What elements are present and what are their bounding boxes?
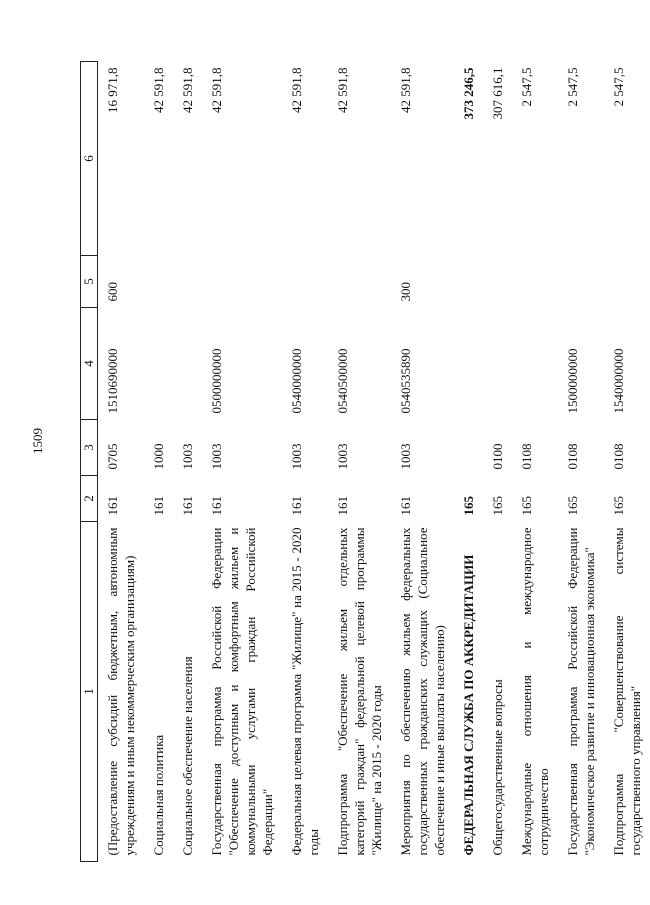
row-ministry-code: 161 <box>335 496 350 516</box>
row-ministry-code: 165 <box>490 496 505 516</box>
row-amount: 16 971,8 <box>105 67 120 113</box>
row-target-code <box>173 308 202 420</box>
row-amount: 373 246,5 <box>461 67 476 120</box>
row-amount: 2 547,5 <box>611 67 626 107</box>
row-expense-type <box>512 256 558 308</box>
row-name: Государственная программа Российской Федерации "Экономическое развитие и инновационная экономика" <box>565 527 597 856</box>
row-amount: 2 547,5 <box>565 67 580 107</box>
table-body <box>81 62 650 862</box>
row-ministry-code: 161 <box>209 496 224 516</box>
row-name: Подпрограмма "Обеспечение жильем отдельных категорий граждан" федеральной целевой программы "Жилище" на 2015 - 2020 годы <box>335 527 384 856</box>
row-expense-type <box>604 256 650 308</box>
row-section-code: 1003 <box>180 443 195 470</box>
row-ministry-code: 165 <box>519 496 534 516</box>
row-amount: 42 591,8 <box>151 67 166 113</box>
budget-table <box>80 61 650 862</box>
row-section-code: 0108 <box>519 443 534 470</box>
row-section-code: 1003 <box>398 443 413 470</box>
row-ministry-code: 161 <box>105 496 120 516</box>
row-target-code: 1510690000 <box>105 348 120 414</box>
row-amount: 42 591,8 <box>335 67 350 113</box>
row-name: Социальное обеспечение населения <box>180 656 195 856</box>
row-amount: 42 591,8 <box>209 67 224 113</box>
row-ministry-code: 165 <box>461 496 476 516</box>
row-target-code: 0500000000 <box>209 348 224 414</box>
row-expense-type <box>454 256 483 308</box>
row-name: Мероприятия по обеспечению жильем федеральных государственных гражданских служащих (Социальное обеспечение и иные выплаты населению) <box>398 527 447 856</box>
table-row <box>558 62 604 862</box>
row-amount: 42 591,8 <box>398 67 413 113</box>
row-expense-type <box>558 256 604 308</box>
table-row <box>454 62 483 862</box>
row-name: Государственная программа Российской Федерации "Обеспечение доступным и комфортным жильем и коммунальными услугами граждан Российской Федерации" <box>209 527 275 856</box>
row-target-code <box>483 308 512 420</box>
row-expense-type <box>282 256 328 308</box>
row-section-code: 0705 <box>105 443 120 470</box>
table-row <box>328 62 391 862</box>
header-col-5: 5 <box>81 256 98 308</box>
table-row <box>202 62 282 862</box>
rotated-table-container <box>80 62 643 862</box>
table-header-row <box>81 62 98 862</box>
header-col-1: 1 <box>81 522 98 862</box>
table-row <box>98 62 145 862</box>
row-expense-type <box>173 256 202 308</box>
row-section-code: 0108 <box>565 443 580 470</box>
table-row <box>173 62 202 862</box>
row-expense-type: 300 <box>398 282 413 302</box>
row-name: Общегосударственные вопросы <box>490 679 505 856</box>
row-target-code: 0540535890 <box>398 348 413 414</box>
row-target-code: 1500000000 <box>565 348 580 414</box>
table-row <box>512 62 558 862</box>
table-row <box>391 62 454 862</box>
row-ministry-code: 161 <box>151 496 166 516</box>
header-col-2: 2 <box>81 476 98 522</box>
row-target-code <box>454 308 483 420</box>
row-target-code: 1540000000 <box>611 348 626 414</box>
table-row <box>282 62 328 862</box>
row-ministry-code: 161 <box>180 496 195 516</box>
row-amount: 42 591,8 <box>289 67 304 113</box>
row-name: (Предоставление субсидий бюджетным, автономным учреждениям и иным некоммерческим организациям) <box>105 527 137 856</box>
page-number: 1509 <box>30 428 45 454</box>
row-ministry-code: 161 <box>398 496 413 516</box>
row-ministry-code: 165 <box>565 496 580 516</box>
row-target-code <box>512 308 558 420</box>
row-name: ФЕДЕРАЛЬНАЯ СЛУЖБА ПО АККРЕДИТАЦИИ <box>461 554 476 856</box>
row-name: Социальная политика <box>151 734 166 856</box>
header-col-6: 6 <box>81 62 98 256</box>
row-amount: 42 591,8 <box>180 67 195 113</box>
row-name: Международные отношения и международное сотрудничество <box>519 527 551 856</box>
row-section-code: 0100 <box>490 443 505 470</box>
table-row <box>604 62 650 862</box>
row-section-code: 1003 <box>209 443 224 470</box>
row-target-code: 0540000000 <box>289 348 304 414</box>
table-row <box>483 62 512 862</box>
row-expense-type <box>144 256 173 308</box>
row-expense-type <box>483 256 512 308</box>
row-name: Подпрограмма "Совершенствование системы государственного управления" <box>611 527 643 856</box>
row-section-code: 1003 <box>335 443 350 470</box>
row-amount: 2 547,5 <box>519 67 534 107</box>
row-ministry-code: 161 <box>289 496 304 516</box>
row-expense-type <box>328 256 391 308</box>
header-col-4: 4 <box>81 308 98 420</box>
row-expense-type <box>202 256 282 308</box>
row-section-code <box>454 420 483 476</box>
row-section-code: 1003 <box>289 443 304 470</box>
row-section-code: 0108 <box>611 443 626 470</box>
row-target-code: 0540500000 <box>335 348 350 414</box>
header-col-3: 3 <box>81 420 98 476</box>
row-section-code: 1000 <box>151 443 166 470</box>
row-name: Федеральная целевая программа "Жилище" на 2015 - 2020 годы <box>289 527 321 856</box>
row-target-code <box>144 308 173 420</box>
row-expense-type: 600 <box>105 282 120 302</box>
table-row <box>144 62 173 862</box>
row-ministry-code: 165 <box>611 496 626 516</box>
row-amount: 307 616,1 <box>490 67 505 120</box>
